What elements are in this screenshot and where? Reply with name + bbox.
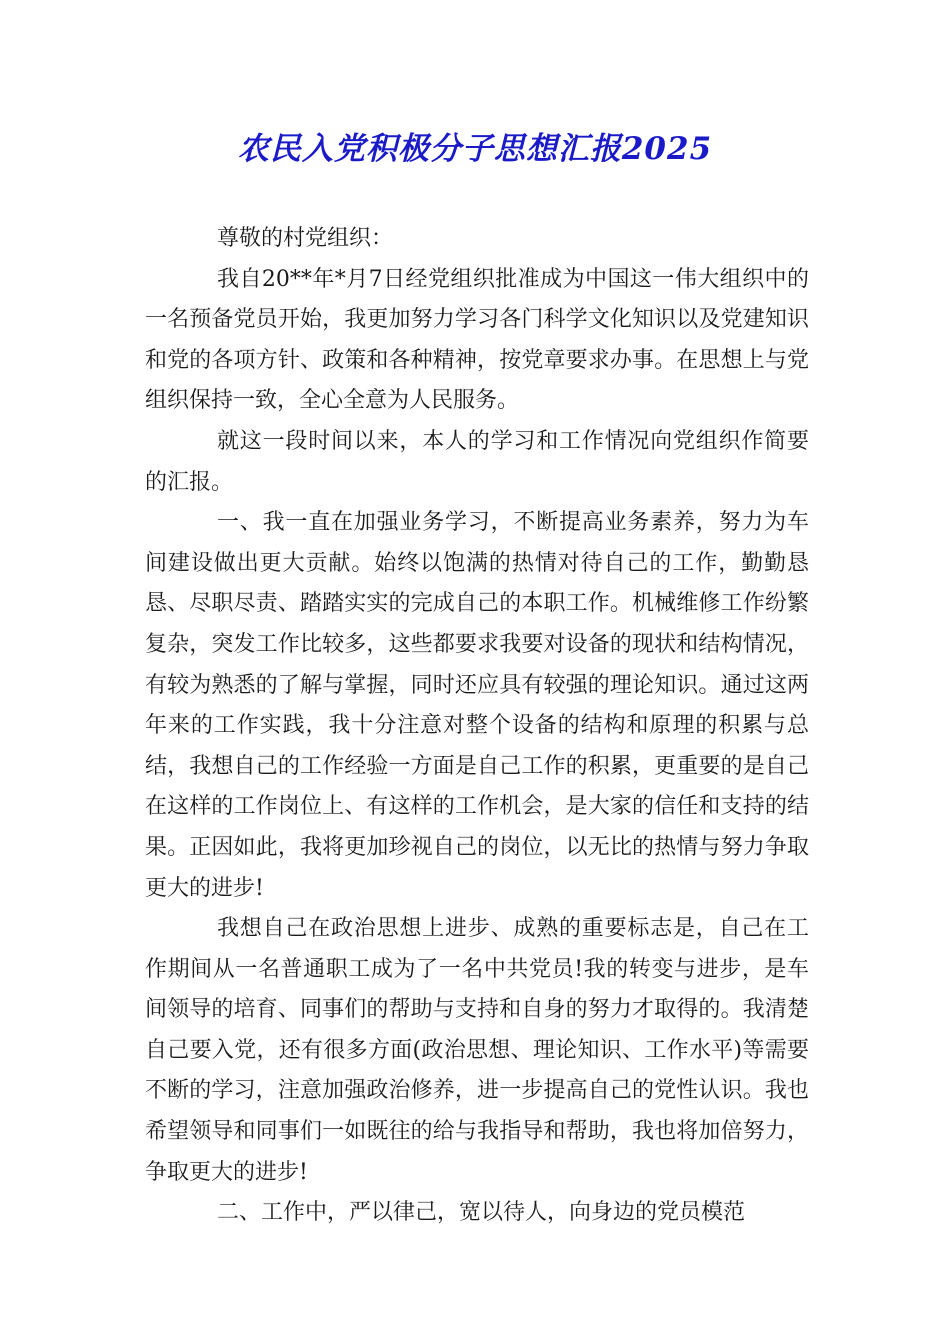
- paragraph: 一、我一直在加强业务学习，不断提高业务素养，努力为车间建设做出更大贡献。始终以饱满的热情对待自己的工作，勤勤恳恳、尽职尽责、踏踏实实的完成自己的本职工作。机械维修工作纷繁复杂，突发工作比较多，这些都要求我要对设备的现状和结构情况，有较为熟悉的了解与掌握，同时还应具有较强的理论知识。通过这两年来的工作实践，我十分注意对整个设备的结构和原理的积累与总结，我想自己的工作经验一方面是自己工作的积累，更重要的是自己在这样的工作岗位上、有这样的工作机会，是大家的信任和支持的结果。正因如此，我将更加珍视自己的岗位，以无比的热情与努力争取更大的进步!: [145, 510, 809, 901]
- paragraph: 二、工作中，严以律己，宽以待人，向身边的党员模范: [217, 1200, 746, 1226]
- document-body: [145, 219, 809, 1234]
- document-title: 农民入党积极分子思想汇报2025: [237, 131, 713, 167]
- paragraph: 我想自己在政治思想上进步、成熟的重要标志是，自己在工作期间从一名普通职工成为了一名中共党员!我的转变与进步，是车间领导的培育、同事们的帮助与支持和自身的努力才取得的。我清楚自己要入党，还有很多方面(政治思想、理论知识、工作水平)等需要不断的学习，注意加强政治修养，进一步提高自己的党性认识。我也希望领导和同事们一如既往的给与我指导和帮助，我也将加倍努力，争取更大的进步!: [145, 916, 809, 1185]
- paragraph: 就这一段时间以来，本人的学习和工作情况向党组织作简要的汇报。: [145, 428, 809, 495]
- salutation: 尊敬的村党组织：: [217, 226, 394, 251]
- paragraph: 我自20**年*月7日经党组织批准成为中国这一伟大组织中的一名预备党员开始，我更加努力学习各门科学文化知识以及党建知识和党的各项方针、政策和各种精神，按党章要求办事。在思想上与党组织保持一致，全心全意为人民服务。: [145, 266, 809, 414]
